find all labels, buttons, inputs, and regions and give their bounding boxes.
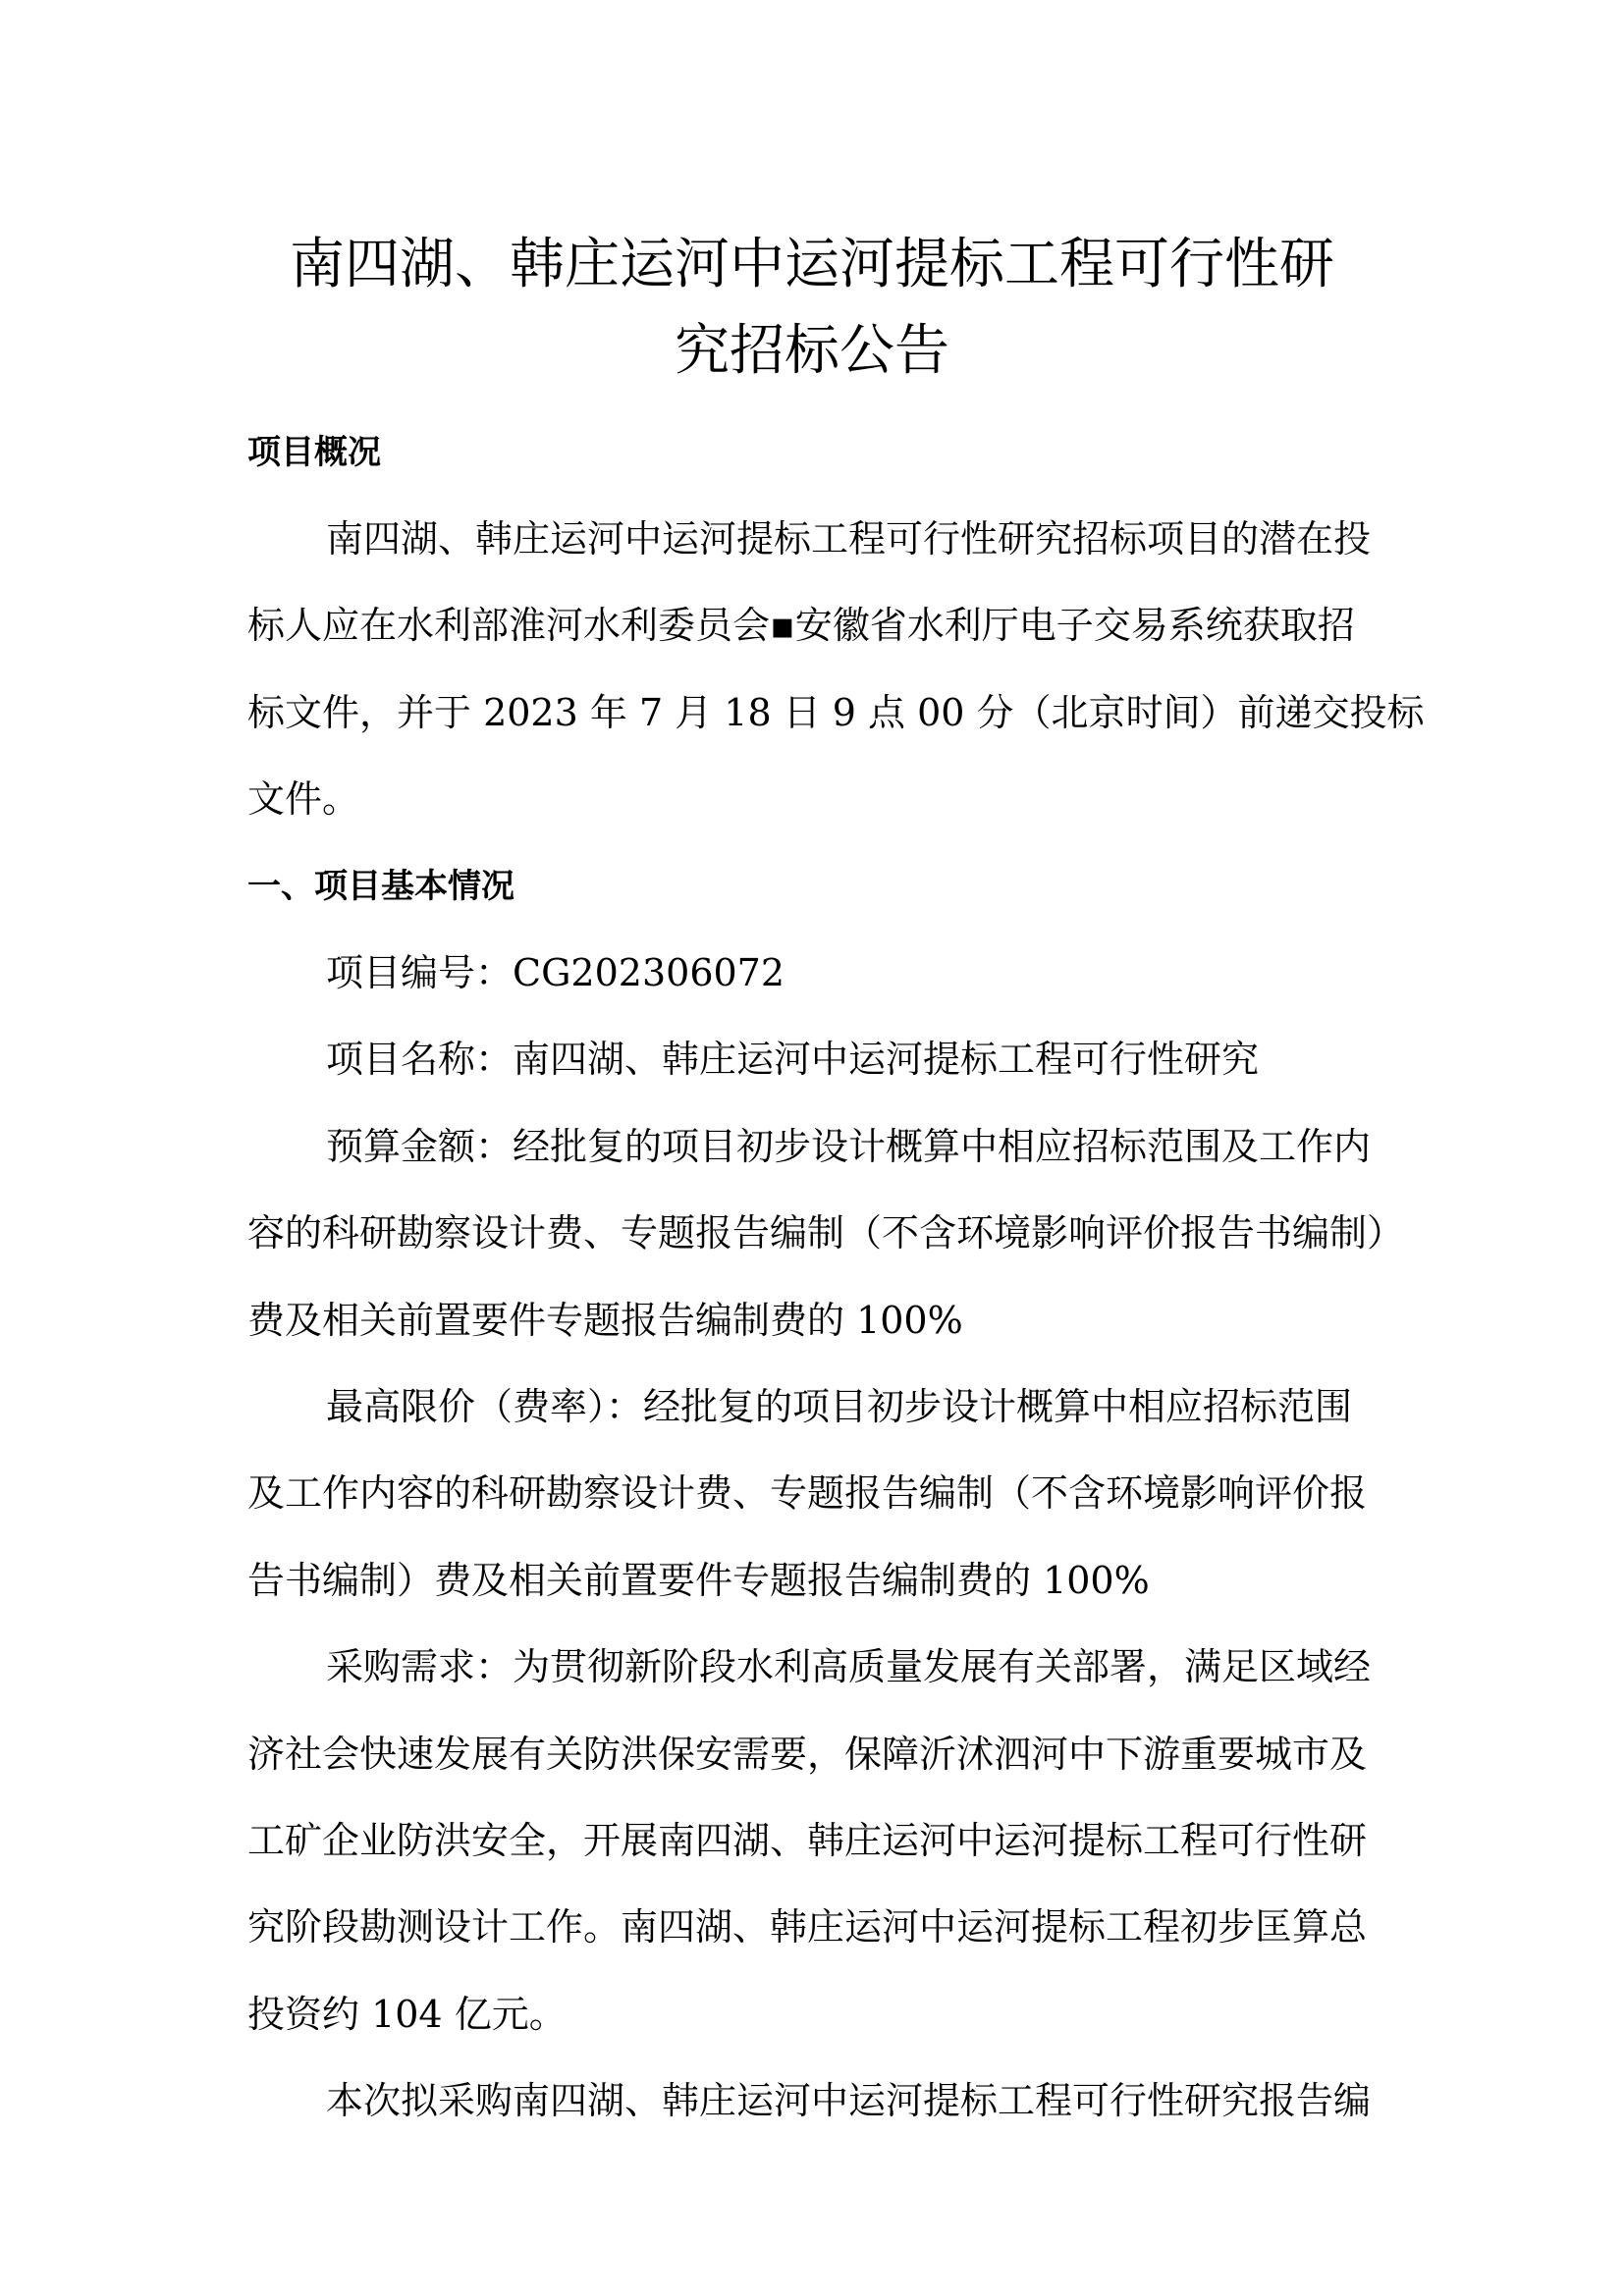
requirement-line: 究阶段勘测设计工作。南四湖、韩庄运河中运河提标工程初步匡算总: [247, 1905, 1368, 1949]
project-name: 项目名称：南四湖、韩庄运河中运河提标工程可行性研究: [326, 1038, 1260, 1081]
requirement-line: 投资约 104 亿元。: [247, 1993, 567, 2036]
budget-line: 费及相关前置要件专题报告编制费的 100%: [247, 1299, 963, 1342]
requirement-line: 采购需求：为贯彻新阶段水利高质量发展有关部署，满足区域经: [326, 1645, 1372, 1688]
document-title-line-1: 南四湖、韩庄运河中运河提标工程可行性研: [290, 233, 1334, 296]
requirement-line: 工矿企业防洪安全，开展南四湖、韩庄运河中运河提标工程可行性研: [247, 1819, 1368, 1862]
budget-line: 预算金额：经批复的项目初步设计概算中相应招标范围及工作内: [326, 1125, 1372, 1168]
document-title-line-2: 究招标公告: [675, 319, 949, 383]
max-price-line: 最高限价（费率）：经批复的项目初步设计概算中相应招标范围: [326, 1385, 1353, 1428]
project-number: 项目编号：CG202306072: [326, 951, 785, 994]
overview-line: 文件。: [247, 777, 360, 821]
overview-line: 南四湖、韩庄运河中运河提标工程可行性研究招标项目的潜在投: [326, 517, 1372, 561]
overview-line: 标文件，并于 2023 年 7 月 18 日 9 点 00 分（北京时间）前递交投标: [247, 691, 1425, 734]
overview-line: 标人应在水利部淮河水利委员会▪安徽省水利厅电子交易系统获取招: [247, 604, 1355, 647]
procurement-line: 本次拟采购南四湖、韩庄运河中运河提标工程可行性研究报告编: [326, 2079, 1372, 2122]
max-price-line: 告书编制）费及相关前置要件专题报告编制费的 100%: [247, 1559, 1150, 1602]
budget-line: 容的科研勘察设计费、专题报告编制（不含环境影响评价报告书编制）: [247, 1211, 1405, 1255]
section-heading-overview: 项目概况: [247, 433, 381, 472]
requirement-line: 济社会快速发展有关防洪保安需要，保障沂沭泗河中下游重要城市及: [247, 1733, 1368, 1776]
max-price-line: 及工作内容的科研勘察设计费、专题报告编制（不含环境影响评价报: [247, 1471, 1368, 1515]
section-heading-basic-info: 一、项目基本情况: [247, 867, 514, 906]
